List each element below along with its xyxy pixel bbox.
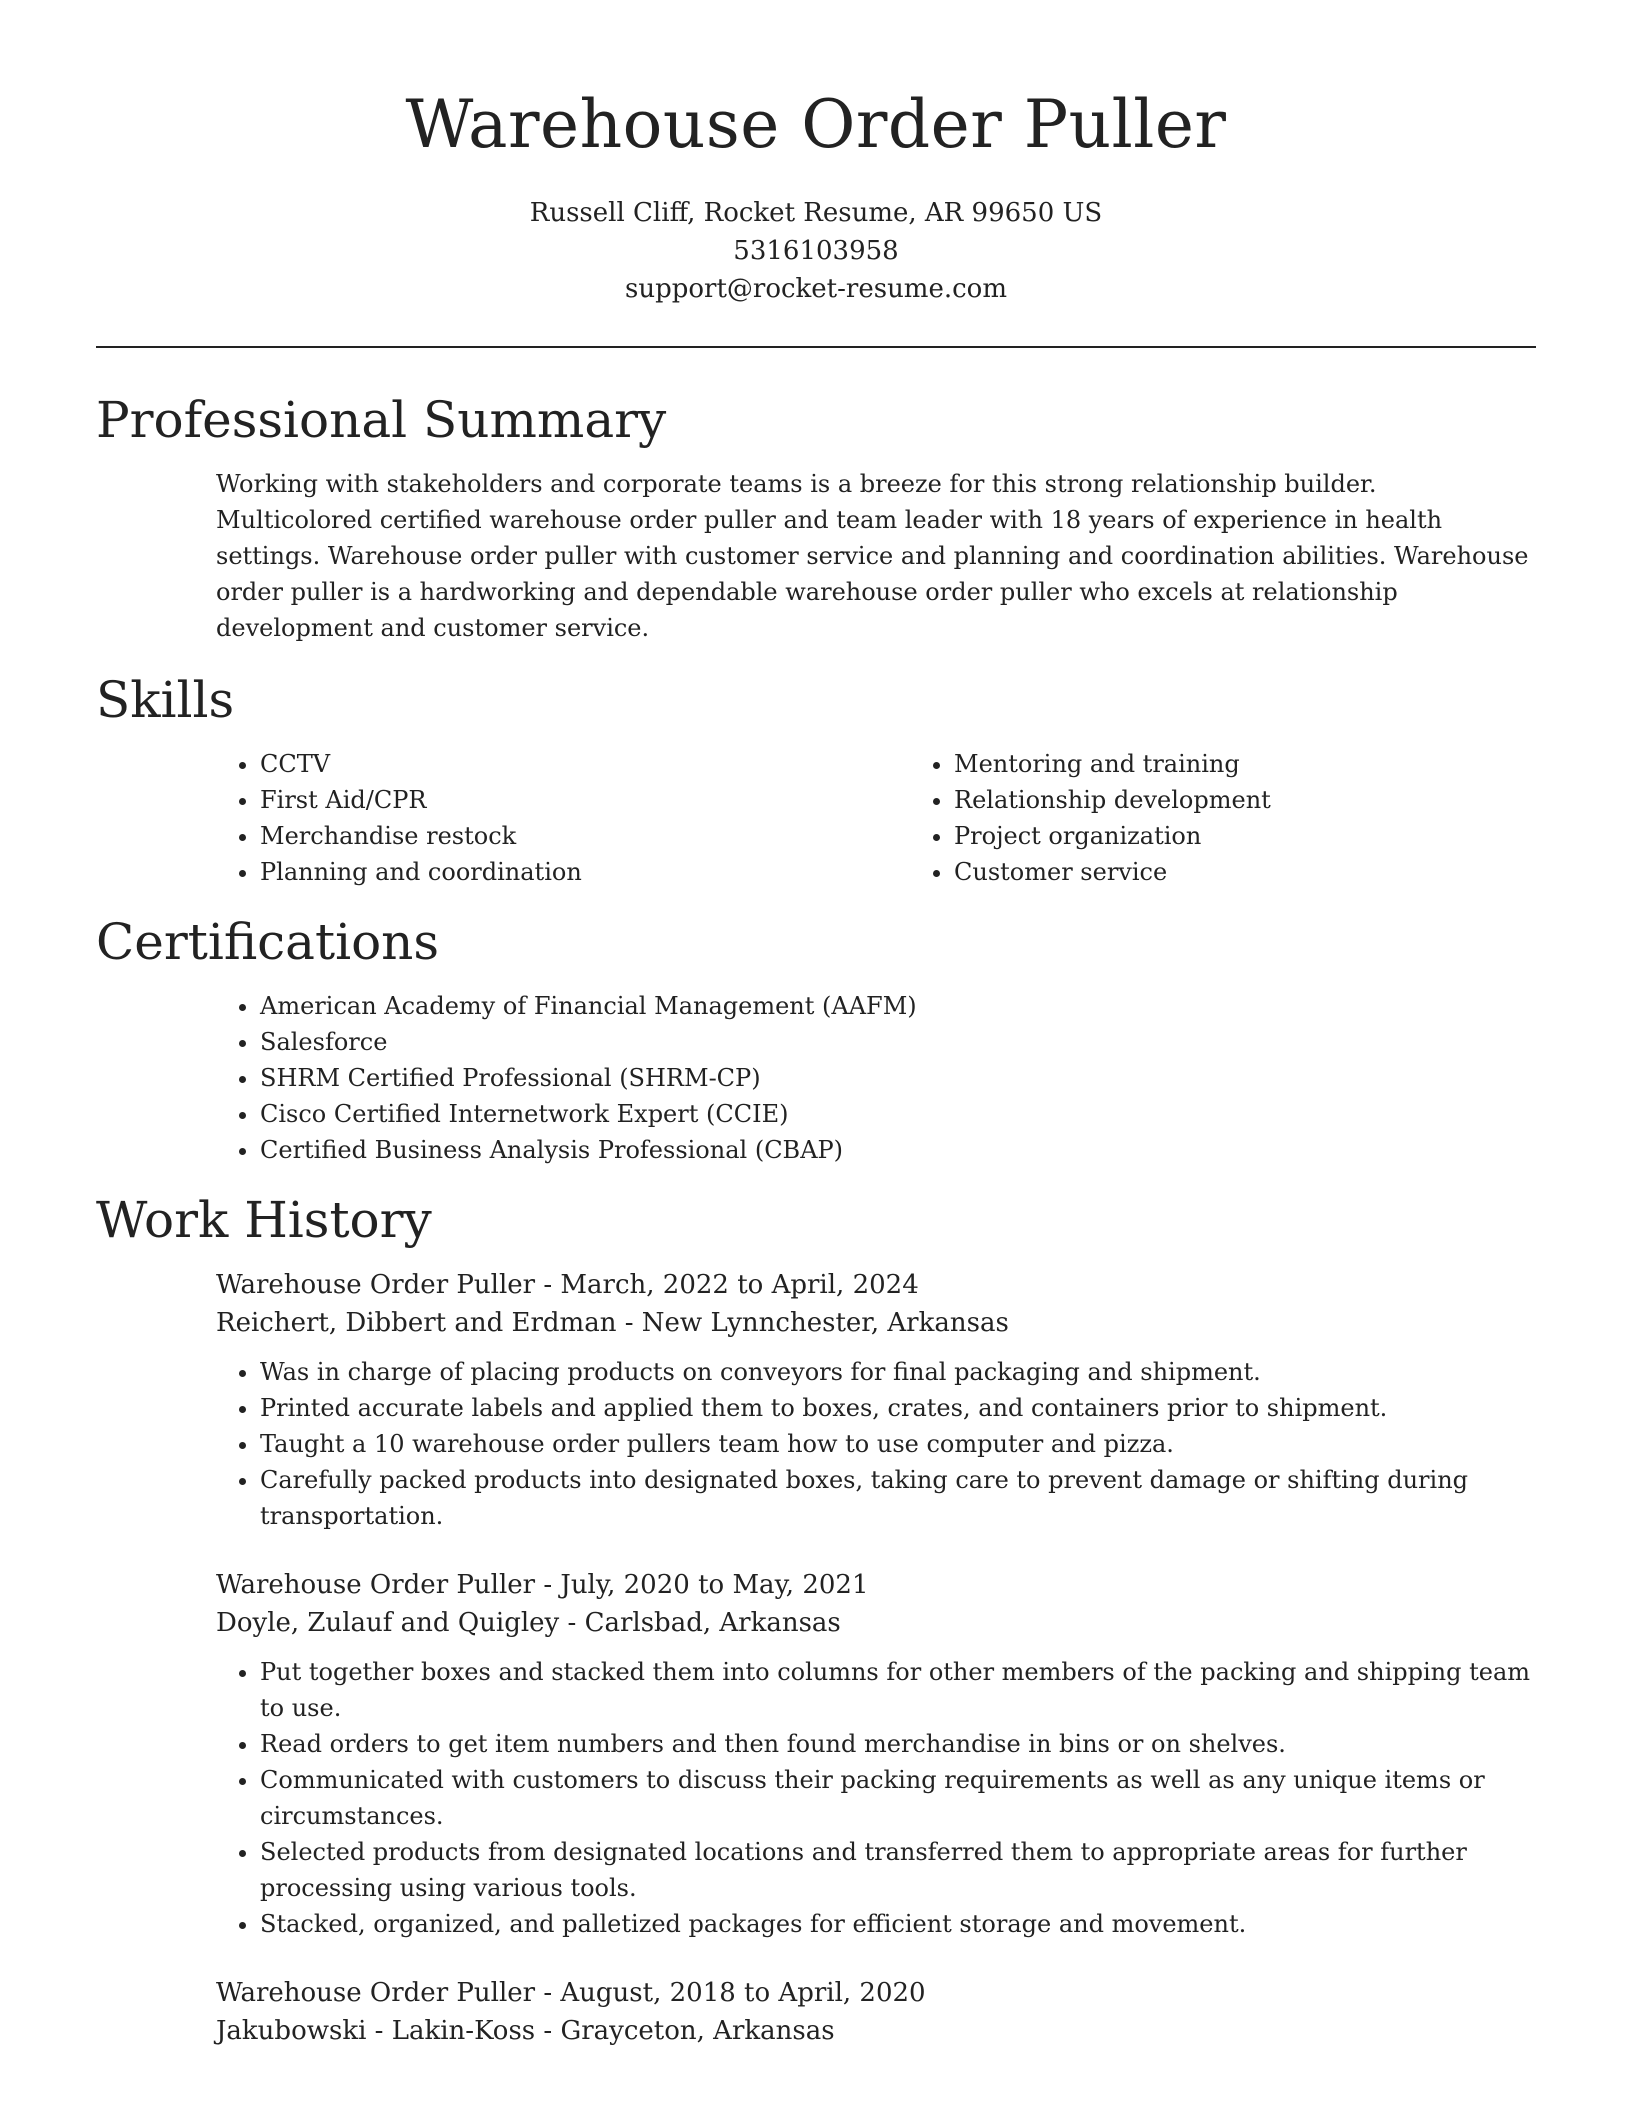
job-location: - Grayceton, Arkansas bbox=[535, 2016, 835, 2046]
job-bullet: • Was in charge of placing products on conveyors for final packaging and shipment. bbox=[260, 1354, 1536, 1390]
job-role: Warehouse Order Puller bbox=[216, 1270, 536, 1300]
job-dates: - July, 2020 to May, 2021 bbox=[535, 1570, 869, 1600]
certification-item: • SHRM Certified Professional (SHRM-CP) bbox=[260, 1060, 1536, 1096]
job-dates: - August, 2018 to April, 2020 bbox=[535, 1978, 926, 2008]
certification-item: • Certified Business Analysis Professional (CBAP) bbox=[260, 1132, 1536, 1168]
certification-item: • American Academy of Financial Management (AAFM) bbox=[260, 988, 1536, 1024]
job-bullet: • Printed accurate labels and applied them to boxes, crates, and containers prior to shipment. bbox=[260, 1390, 1536, 1426]
job-bullet: • Communicated with customers to discuss their packing requirements as well as any unique items or circumstances. bbox=[260, 1762, 1536, 1834]
job-company-line bbox=[216, 2012, 1536, 2050]
job-bullet: • Read orders to get item numbers and then found merchandise in bins or on shelves. bbox=[260, 1726, 1536, 1762]
job-bullet: • Put together boxes and stacked them into columns for other members of the packing and shipping team to use. bbox=[260, 1654, 1536, 1726]
job-title-line bbox=[216, 1566, 1536, 1604]
summary-section bbox=[96, 466, 1536, 646]
certifications-list bbox=[216, 988, 1536, 1168]
job-entry bbox=[216, 1566, 1536, 1942]
summary-text: Working with stakeholders and corporate teams is a breeze for this strong relationship builder. Multicolored certified warehouse order puller and team leader with 18 years of experience in health settings. Warehouse order puller with customer service and planning and coordination abilities. Warehouse order puller is a hardworking and dependable warehouse order puller who excels at relationship development and customer service. bbox=[216, 470, 1529, 642]
job-location: - New Lynnchester, Arkansas bbox=[616, 1308, 1009, 1338]
job-company-line bbox=[216, 1604, 1536, 1642]
skills-right-list bbox=[910, 746, 1604, 890]
resume-title: Warehouse Order Puller bbox=[405, 86, 1227, 163]
job-bullet: • Selected products from designated locations and transferred them to appropriate areas for further processing using various tools. bbox=[260, 1834, 1536, 1906]
header-divider bbox=[96, 346, 1536, 348]
job-dates: - March, 2022 to April, 2024 bbox=[535, 1270, 919, 1300]
work-history-heading: Work History bbox=[96, 1191, 432, 1249]
certifications-section bbox=[96, 988, 1536, 1168]
summary-heading: Professional Summary bbox=[96, 391, 667, 449]
job-company-line bbox=[216, 1304, 1536, 1342]
job-entry bbox=[216, 1266, 1536, 1534]
skill-item: • Planning and coordination bbox=[260, 854, 910, 890]
contact-phone: 5316103958 bbox=[733, 236, 899, 266]
job-company: Reichert, Dibbert and Erdman bbox=[216, 1308, 617, 1338]
job-company: Jakubowski - Lakin-Koss bbox=[216, 2016, 536, 2046]
job-bullets bbox=[216, 1654, 1536, 1942]
contact-address: Russell Cliff, Rocket Resume, AR 99650 US bbox=[529, 198, 1103, 228]
certification-item: • Cisco Certified Internetwork Expert (CCIE) bbox=[260, 1096, 1536, 1132]
job-entry bbox=[216, 1974, 1536, 2050]
skills-heading: Skills bbox=[96, 671, 235, 729]
contact-email: support@rocket-resume.com bbox=[624, 274, 1007, 304]
job-role: Warehouse Order Puller bbox=[216, 1570, 536, 1600]
job-title-line bbox=[216, 1266, 1536, 1304]
job-title-line bbox=[216, 1974, 1536, 2012]
skill-item: • Customer service bbox=[954, 854, 1604, 890]
skill-item: • Project organization bbox=[954, 818, 1604, 854]
skill-item: • First Aid/CPR bbox=[260, 782, 910, 818]
skills-section bbox=[96, 746, 1536, 890]
job-bullets bbox=[216, 1354, 1536, 1534]
skill-item: • Merchandise restock bbox=[260, 818, 910, 854]
certification-item: • Salesforce bbox=[260, 1024, 1536, 1060]
resume-header bbox=[96, 80, 1536, 308]
job-bullet: • Carefully packed products into designated boxes, taking care to prevent damage or shifting during transportation. bbox=[260, 1462, 1536, 1534]
skills-left-list bbox=[216, 746, 910, 890]
work-history-section bbox=[96, 1266, 1536, 2050]
skill-item: • CCTV bbox=[260, 746, 910, 782]
skill-item: • Relationship development bbox=[954, 782, 1604, 818]
certifications-heading: Certifications bbox=[96, 913, 440, 971]
job-company: Doyle, Zulauf and Quigley bbox=[216, 1608, 560, 1638]
job-bullet: • Taught a 10 warehouse order pullers team how to use computer and pizza. bbox=[260, 1426, 1536, 1462]
skill-item: • Mentoring and training bbox=[954, 746, 1604, 782]
job-location: - Carlsbad, Arkansas bbox=[559, 1608, 841, 1638]
job-role: Warehouse Order Puller bbox=[216, 1978, 536, 2008]
job-bullet: • Stacked, organized, and palletized packages for efficient storage and movement. bbox=[260, 1906, 1536, 1942]
